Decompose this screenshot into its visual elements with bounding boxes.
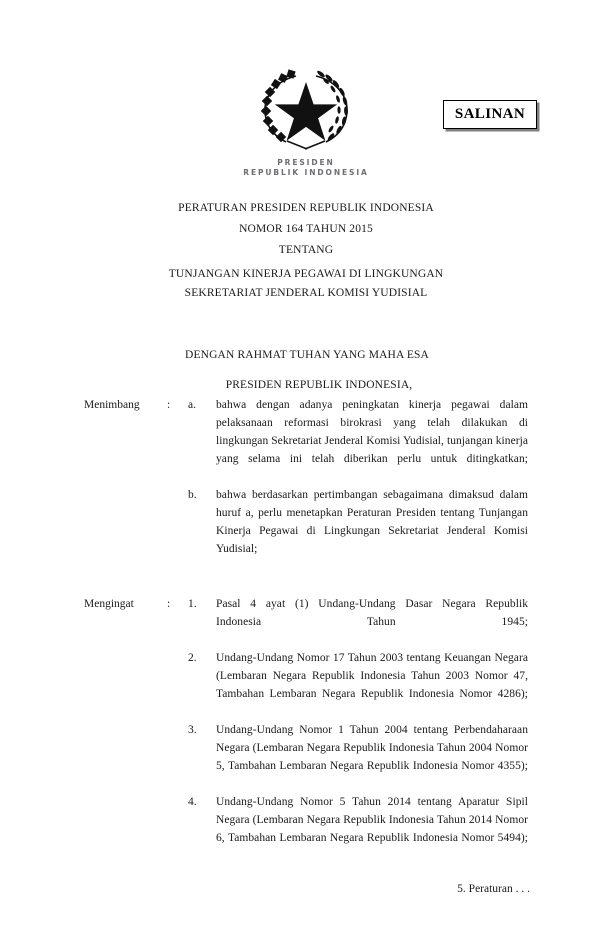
title-line-regulation: PERATURAN PRESIDEN REPUBLIK INDONESIA bbox=[178, 202, 434, 214]
item-text: Pasal 4 ayat (1) Undang-Undang Dasar Negara Republik Indonesia Tahun 1945; bbox=[216, 598, 528, 628]
salinan-stamp-label: SALINAN bbox=[454, 106, 526, 122]
clause-row-menimbang bbox=[84, 396, 528, 576]
item-marker: 4. bbox=[188, 796, 197, 808]
salinan-stamp bbox=[443, 100, 537, 129]
item-marker: b. bbox=[188, 489, 197, 501]
item-text: Undang-Undang Nomor 1 Tahun 2004 tentang Perbendaharaan Negara (Lembaran Negara Republik Indonesia Tahun 2004 Nomor 5, Tambahan Lembaran Negara Republik Indonesia Nomor 4355); bbox=[216, 724, 528, 772]
indonesian-presidential-seal-icon bbox=[254, 62, 358, 156]
footer-catchword: 5. Peraturan . . . bbox=[457, 883, 530, 895]
mengingat-items bbox=[188, 595, 528, 865]
item-marker: 3. bbox=[188, 724, 197, 736]
clause-row-mengingat bbox=[84, 595, 528, 865]
emblem-caption bbox=[0, 158, 612, 178]
item-text: Undang-Undang Nomor 5 Tahun 2014 tentang Aparatur Sipil Negara (Lembaran Negara Republik Indonesia Tahun 2014 Nomor 6, Tambahan Lembaran Negara Republik Indonesia Nomor 5494); bbox=[216, 796, 528, 844]
list-item bbox=[188, 486, 528, 576]
subject-line-2: SEKRETARIAT JENDERAL KOMISI YUDISIAL bbox=[184, 287, 428, 299]
document-title-block bbox=[106, 198, 506, 303]
item-text: bahwa dengan adanya peningkatan kinerja pegawai dalam pelaksanaan reformasi birokrasi yang telah dilakukan di lingkungan Sekretariat Jenderal Komisi Yudisial, tunjangan kinerja yang selama ini telah diberikan perlu untuk ditingkatkan; bbox=[216, 399, 528, 465]
emblem-caption-line2: REPUBLIK INDONESIA bbox=[243, 168, 369, 177]
emblem-caption-line1: PRESIDEN bbox=[277, 158, 335, 167]
subject-line-1: TUNJANGAN KINERJA PEGAWAI DI LINGKUNGAN bbox=[168, 268, 444, 280]
item-marker: 2. bbox=[188, 652, 197, 664]
clause-colon-mengingat: : bbox=[167, 598, 171, 610]
item-marker: a. bbox=[188, 399, 196, 411]
list-item bbox=[188, 649, 528, 721]
clause-label-menimbang: Menimbang bbox=[84, 399, 140, 411]
section-menimbang bbox=[84, 396, 528, 576]
menimbang-items bbox=[188, 396, 528, 576]
clause-label-mengingat: Mengingat bbox=[84, 598, 134, 610]
section-mengingat bbox=[84, 595, 528, 865]
clause-colon-menimbang: : bbox=[167, 399, 171, 411]
list-item bbox=[188, 793, 528, 865]
title-line-number: NOMOR 164 TAHUN 2015 bbox=[239, 223, 373, 235]
list-item bbox=[188, 396, 528, 486]
preamble-block bbox=[106, 340, 506, 400]
item-text: Undang-Undang Nomor 17 Tahun 2003 tentang Keuangan Negara (Lembaran Negara Republik Indonesia Tahun 2003 Nomor 47, Tambahan Lembaran Negara Republik Indonesia Nomor 4286); bbox=[216, 652, 528, 700]
document-subject bbox=[106, 265, 506, 303]
list-item bbox=[188, 721, 528, 793]
preamble-line-president: PRESIDEN REPUBLIK INDONESIA, bbox=[225, 379, 413, 391]
preamble-line-blessing: DENGAN RAHMAT TUHAN YANG MAHA ESA bbox=[184, 349, 429, 361]
item-marker: 1. bbox=[188, 598, 197, 610]
item-text: bahwa berdasarkan pertimbangan sebagaimana dimaksud dalam huruf a, perlu menetapkan Peraturan Presiden tentang Tunjangan Kinerja Pegawai di Lingkungan Sekretariat Jenderal Komisi Yudisial; bbox=[216, 489, 528, 555]
title-line-about: TENTANG bbox=[278, 244, 334, 256]
list-item bbox=[188, 595, 528, 649]
